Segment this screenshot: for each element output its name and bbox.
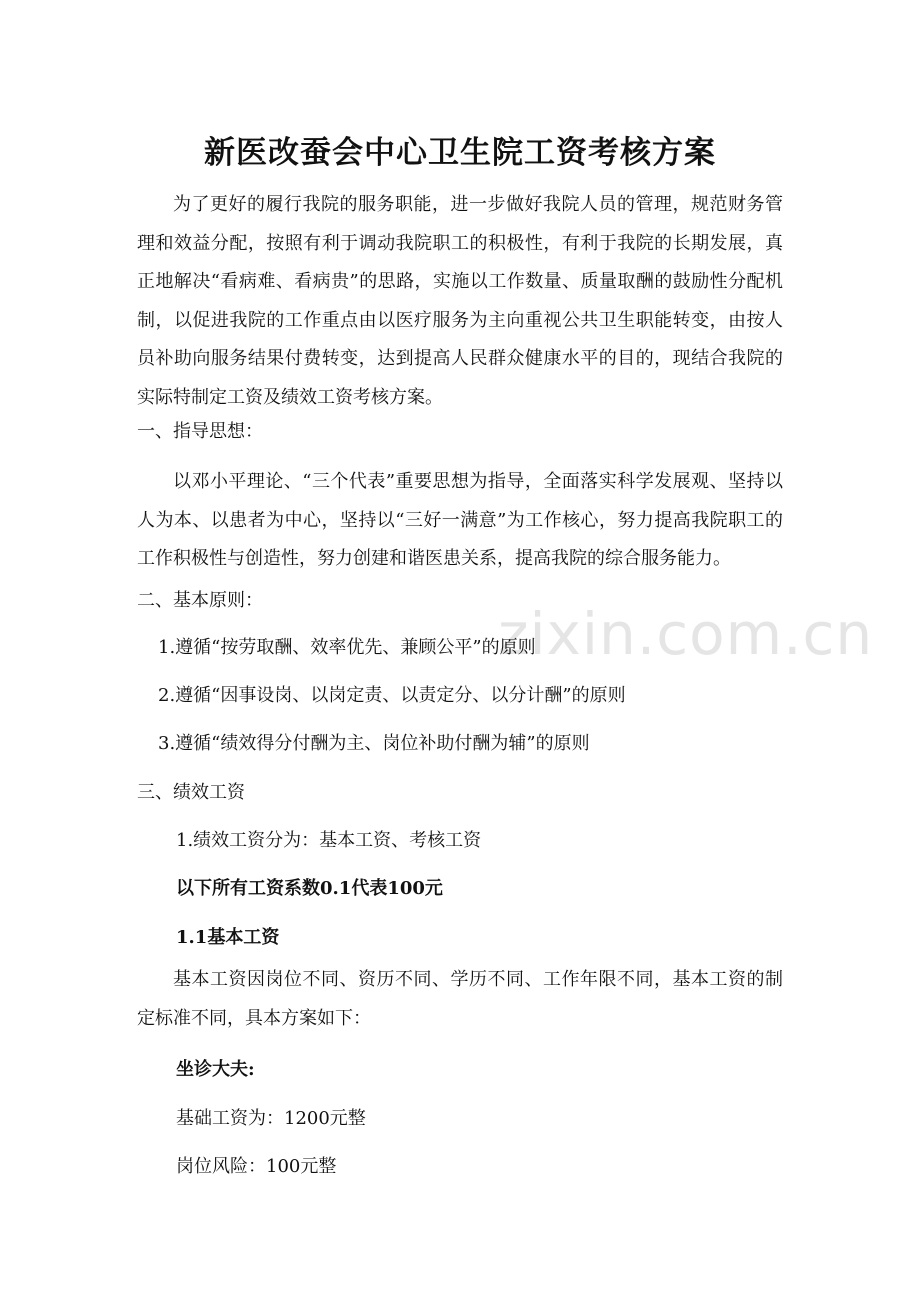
section1-heading: 一、指导思想： (137, 421, 263, 442)
principle-item: 3.遵循“绩效得分付酬为主、岗位补助付酬为辅”的原则 (158, 733, 590, 754)
section2-heading: 二、基本原则： (137, 590, 263, 611)
principle-item: 1.遵循“按劳取酬、效率优先、兼顾公平”的原则 (158, 637, 536, 658)
base-salary-line: 基础工资为：1200元整 (176, 1108, 366, 1129)
watermark: zixin.com.cn (498, 600, 874, 668)
basic-salary-paragraph: 基本工资因岗位不同、资历不同、学历不同、工作年限不同，基本工资的制定标准不同，具本方案如下： (137, 969, 783, 1029)
role-heading: 坐诊大夫: (176, 1059, 255, 1080)
coefficient-note: 以下所有工资系数0.1代表100元 (176, 878, 443, 899)
intro-paragraph: 为了更好的履行我院的服务职能，进一步做好我院人员的管理，规范财务管理和效益分配，按照有利于调动我院职工的积极性，有利于我院的长期发展，真正地解决“看病难、看病贵”的思路，实施以工作数量、质量取酬的鼓励性分配机制，以促进我院的工作重点由以医疗服务为主向重视公共卫生职能转变，由按人员补助向服务结果付费转变，达到提高人民群众健康水平的目的，现结合我院的实际特制定工资及绩效工资考核方案。 (137, 194, 783, 408)
salary-composition: 1.绩效工资分为：基本工资、考核工资 (176, 830, 482, 851)
subsection-heading: 1.1基本工资 (176, 927, 280, 948)
risk-allowance-line: 岗位风险：100元整 (176, 1156, 337, 1177)
document-title: 新医改蚕会中心卫生院工资考核方案 (204, 135, 716, 171)
section3-heading: 三、绩效工资 (137, 782, 245, 803)
section1-body: 以邓小平理论、“三个代表”重要思想为指导，全面落实科学发展观、坚持以人为本、以患者为中心，坚持以“三好一满意”为工作核心，努力提高我院职工的工作积极性与创造性，努力创建和谐医患关系，提高我院的综合服务能力。 (137, 471, 783, 569)
principle-item: 2.遵循“因事设岗、以岗定责、以责定分、以分计酬”的原则 (158, 685, 626, 706)
